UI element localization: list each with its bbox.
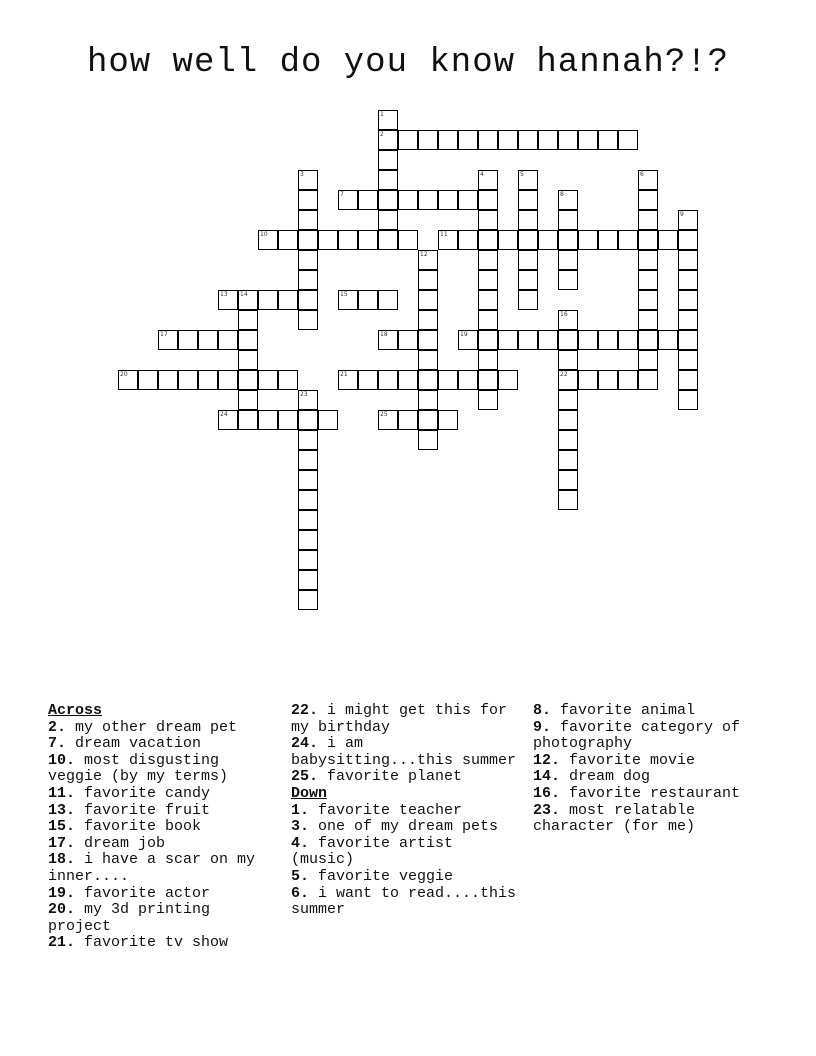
clue-column-2 (291, 703, 521, 919)
clue-number-label: 8. (533, 702, 552, 719)
clue-number-label: 6. (291, 884, 310, 902)
crossword-cell[interactable] (338, 190, 358, 210)
crossword-cell[interactable] (518, 190, 538, 210)
crossword-cell[interactable] (678, 390, 698, 410)
crossword-cell[interactable] (678, 330, 698, 350)
clue-number: 12 (420, 251, 428, 258)
crossword-cell[interactable] (438, 370, 458, 390)
clue-text: favorite candy (75, 784, 211, 802)
crossword-cell[interactable] (238, 370, 258, 390)
clue-number-label: 12. (533, 751, 561, 769)
crossword-cell[interactable] (558, 350, 578, 370)
clue-text: favorite teacher (309, 801, 463, 819)
clue-item (291, 886, 521, 919)
crossword-cell[interactable] (298, 230, 318, 250)
clue-text: favorite category of photography (533, 718, 741, 753)
crossword-cell[interactable] (478, 310, 498, 330)
clue-number: 5 (520, 171, 524, 178)
clue-item (48, 753, 278, 786)
clue-number: 14 (240, 291, 248, 298)
clue-number-label: 2. (48, 718, 67, 736)
clue-item (48, 736, 278, 753)
clue-text: favorite actor (75, 884, 211, 902)
crossword-cell[interactable] (378, 170, 398, 190)
crossword-cell[interactable] (458, 190, 478, 210)
crossword-cell[interactable] (418, 430, 438, 450)
crossword-cell[interactable] (638, 230, 658, 250)
clue-number: 7 (340, 191, 344, 198)
crossword-cell[interactable] (638, 350, 658, 370)
crossword-cell[interactable] (298, 250, 318, 270)
clue-item (48, 836, 278, 853)
clue-number: 22 (560, 371, 568, 378)
clue-number-label: 16. (533, 784, 561, 802)
crossword-cell[interactable] (238, 330, 258, 350)
crossword-cell[interactable] (298, 190, 318, 210)
crossword-cell[interactable] (558, 230, 578, 250)
clue-text: favorite fruit (75, 801, 211, 819)
crossword-cell[interactable] (218, 410, 238, 430)
clue-text: i want to read....this summer (291, 884, 517, 919)
clue-item (291, 803, 521, 820)
crossword-cell[interactable] (578, 230, 598, 250)
crossword-cell[interactable] (538, 130, 558, 150)
crossword-cell[interactable] (558, 490, 578, 510)
crossword-cell[interactable] (518, 210, 538, 230)
clue-number: 15 (340, 291, 348, 298)
crossword-cell[interactable] (418, 370, 438, 390)
crossword-cell[interactable] (558, 370, 578, 390)
crossword-cell[interactable] (438, 230, 458, 250)
crossword-cell[interactable] (298, 550, 318, 570)
crossword-cell[interactable] (558, 450, 578, 470)
crossword-cell[interactable] (198, 330, 218, 350)
crossword-cell[interactable] (678, 350, 698, 370)
crossword-cell[interactable] (458, 130, 478, 150)
down-heading: Down (291, 784, 328, 802)
crossword-cell[interactable] (378, 190, 398, 210)
crossword-cell[interactable] (638, 250, 658, 270)
crossword-cell[interactable] (338, 230, 358, 250)
clue-column-1 (48, 703, 278, 952)
clue-text: favorite movie (560, 751, 696, 769)
crossword-cell[interactable] (378, 230, 398, 250)
crossword-cell[interactable] (418, 250, 438, 270)
crossword-cell[interactable] (558, 390, 578, 410)
crossword-cell[interactable] (478, 270, 498, 290)
crossword-cell[interactable] (578, 370, 598, 390)
crossword-cell[interactable] (378, 110, 398, 130)
crossword-cell[interactable] (638, 310, 658, 330)
crossword-cell[interactable] (458, 330, 478, 350)
crossword-cell[interactable] (378, 150, 398, 170)
clue-number: 18 (380, 331, 388, 338)
crossword-cell[interactable] (678, 370, 698, 390)
clue-text: favorite artist (music) (291, 834, 454, 869)
crossword-cell[interactable] (378, 210, 398, 230)
crossword-cell[interactable] (558, 330, 578, 350)
clue-number-label: 18. (48, 851, 76, 869)
crossword-cell[interactable] (298, 510, 318, 530)
crossword-cell[interactable] (238, 290, 258, 310)
clue-number: 21 (340, 371, 348, 378)
crossword-cell[interactable] (618, 370, 638, 390)
clue-item (48, 819, 278, 836)
clue-text: dream dog (560, 768, 651, 786)
crossword-cell[interactable] (478, 350, 498, 370)
crossword-cell[interactable] (638, 290, 658, 310)
clue-text: my 3d printing project (48, 901, 211, 935)
clue-text: i have a scar on my inner.... (48, 851, 256, 885)
clue-number: 23 (300, 391, 308, 398)
clue-number: 8 (560, 191, 564, 198)
clue-number-label: 15. (48, 818, 76, 836)
clue-number-label: 14. (533, 768, 561, 786)
crossword-cell[interactable] (478, 170, 498, 190)
crossword-cell[interactable] (398, 230, 418, 250)
clue-number-label: 23. (533, 801, 561, 819)
crossword-cell[interactable] (298, 570, 318, 590)
crossword-cell[interactable] (398, 190, 418, 210)
crossword-cell[interactable] (298, 530, 318, 550)
crossword-cell[interactable] (258, 290, 278, 310)
clue-item (48, 786, 278, 803)
clue-text: dream vacation (66, 735, 202, 753)
clue-item (48, 852, 278, 885)
clue-number-label: 25. (291, 768, 319, 786)
clue-column-3 (533, 703, 763, 836)
crossword-cell[interactable] (158, 370, 178, 390)
clue-item (291, 769, 521, 786)
crossword-cell[interactable] (118, 370, 138, 390)
crossword-cell[interactable] (498, 330, 518, 350)
crossword-cell[interactable] (378, 290, 398, 310)
crossword-cell[interactable] (478, 370, 498, 390)
crossword-cell[interactable] (478, 130, 498, 150)
clue-number: 9 (680, 211, 684, 218)
crossword-cell[interactable] (478, 210, 498, 230)
crossword-cell[interactable] (398, 130, 418, 150)
clue-text: i am babysitting...this summer (291, 735, 517, 769)
crossword-cell[interactable] (618, 330, 638, 350)
crossword-cell[interactable] (638, 210, 658, 230)
crossword-cell[interactable] (378, 410, 398, 430)
crossword-cell[interactable] (298, 470, 318, 490)
crossword-cell[interactable] (178, 370, 198, 390)
crossword-cell[interactable] (438, 130, 458, 150)
clue-number: 11 (440, 231, 448, 238)
crossword-cell[interactable] (418, 410, 438, 430)
clue-text: favorite veggie (309, 867, 454, 885)
crossword-cell[interactable] (138, 370, 158, 390)
crossword-cell[interactable] (518, 270, 538, 290)
crossword-cell[interactable] (498, 130, 518, 150)
crossword-cell[interactable] (358, 290, 378, 310)
crossword-cell[interactable] (218, 370, 238, 390)
clue-text: favorite animal (551, 702, 696, 719)
crossword-cell[interactable] (478, 230, 498, 250)
crossword-cell[interactable] (318, 410, 338, 430)
crossword-cell[interactable] (578, 130, 598, 150)
crossword-cell[interactable] (678, 250, 698, 270)
clue-number-label: 9. (533, 718, 552, 736)
crossword-cell[interactable] (258, 410, 278, 430)
crossword-cell[interactable] (678, 230, 698, 250)
crossword-cell[interactable] (418, 130, 438, 150)
crossword-cell[interactable] (398, 410, 418, 430)
crossword-cell[interactable] (298, 390, 318, 410)
clue-text: favorite planet (318, 768, 463, 786)
clue-item (533, 803, 763, 836)
crossword-cell[interactable] (538, 230, 558, 250)
crossword-cell[interactable] (458, 370, 478, 390)
crossword-cell[interactable] (418, 190, 438, 210)
clue-number-label: 21. (48, 934, 76, 952)
clue-item (533, 786, 763, 803)
clue-item (48, 902, 278, 935)
clue-number: 20 (120, 371, 128, 378)
crossword-cell[interactable] (678, 310, 698, 330)
crossword-cell[interactable] (258, 370, 278, 390)
clue-number-label: 20. (48, 901, 76, 919)
page-title: how well do you know hannah?!? (86, 44, 730, 82)
clue-number-label: 5. (291, 867, 310, 885)
clue-item (48, 803, 278, 820)
clue-number-label: 1. (291, 801, 310, 819)
crossword-cell[interactable] (618, 130, 638, 150)
crossword-cell[interactable] (298, 270, 318, 290)
crossword-cell[interactable] (178, 330, 198, 350)
clue-number-label: 22. (291, 702, 319, 719)
clue-item (291, 736, 521, 769)
crossword-cell[interactable] (218, 290, 238, 310)
clue-item (291, 703, 521, 736)
clue-number: 4 (480, 171, 484, 178)
crossword-cell[interactable] (298, 310, 318, 330)
crossword-cell[interactable] (418, 310, 438, 330)
crossword-cell[interactable] (278, 230, 298, 250)
crossword-cell[interactable] (298, 590, 318, 610)
clue-number-label: 11. (48, 784, 76, 802)
crossword-cell[interactable] (618, 230, 638, 250)
clue-number: 2 (380, 131, 384, 138)
crossword-cell[interactable] (378, 130, 398, 150)
clue-text: one of my dream pets (309, 818, 499, 836)
clue-number-label: 24. (291, 735, 319, 753)
clue-number: 10 (260, 231, 268, 238)
crossword-cell[interactable] (558, 250, 578, 270)
crossword-cell[interactable] (438, 190, 458, 210)
crossword-cell[interactable] (638, 170, 658, 190)
clue-number-label: 7. (48, 735, 67, 753)
clue-number-label: 3. (291, 818, 310, 836)
clue-item (533, 753, 763, 770)
clue-number: 16 (560, 311, 568, 318)
crossword-cell[interactable] (658, 230, 678, 250)
crossword-cell[interactable] (578, 330, 598, 350)
clue-number: 19 (460, 331, 468, 338)
across-heading: Across (48, 702, 103, 719)
crossword-cell[interactable] (558, 310, 578, 330)
crossword-cell[interactable] (498, 370, 518, 390)
clue-text: favorite restaurant (560, 784, 741, 802)
crossword-cell[interactable] (598, 130, 618, 150)
clue-number-label: 10. (48, 751, 76, 769)
crossword-cell[interactable] (258, 230, 278, 250)
crossword-cell[interactable] (678, 210, 698, 230)
clue-text: i might get this for my birthday (291, 702, 508, 736)
crossword-cell[interactable] (518, 170, 538, 190)
crossword-cell[interactable] (558, 270, 578, 290)
crossword-cell[interactable] (518, 130, 538, 150)
crossword-cell[interactable] (158, 330, 178, 350)
clue-item (48, 886, 278, 903)
clue-item (291, 869, 521, 886)
crossword-cell[interactable] (198, 370, 218, 390)
clue-text: most relatable character (for me) (533, 801, 696, 836)
crossword-cell[interactable] (358, 190, 378, 210)
crossword-cell[interactable] (518, 330, 538, 350)
crossword-cell[interactable] (558, 130, 578, 150)
crossword-cell[interactable] (418, 270, 438, 290)
crossword-cell[interactable] (358, 370, 378, 390)
crossword-cell[interactable] (298, 170, 318, 190)
crossword-cell[interactable] (558, 470, 578, 490)
crossword-cell[interactable] (558, 190, 578, 210)
crossword-cell[interactable] (378, 370, 398, 390)
crossword-cell[interactable] (438, 410, 458, 430)
crossword-cell[interactable] (418, 330, 438, 350)
crossword-cell[interactable] (558, 410, 578, 430)
crossword-cell[interactable] (558, 430, 578, 450)
crossword-cell[interactable] (418, 290, 438, 310)
crossword-cell[interactable] (398, 370, 418, 390)
crossword-cell[interactable] (558, 210, 578, 230)
crossword-cell[interactable] (678, 290, 698, 310)
clue-number-label: 13. (48, 801, 76, 819)
crossword-cell[interactable] (318, 230, 338, 250)
clue-number: 13 (220, 291, 228, 298)
crossword-cell[interactable] (298, 490, 318, 510)
crossword-cell[interactable] (298, 410, 318, 430)
crossword-cell[interactable] (278, 290, 298, 310)
clue-number: 6 (640, 171, 644, 178)
crossword-cell[interactable] (658, 330, 678, 350)
crossword-cell[interactable] (478, 250, 498, 270)
clue-number-label: 17. (48, 834, 76, 852)
clue-number: 24 (220, 411, 228, 418)
clue-text: favorite book (75, 818, 202, 836)
clue-item (48, 720, 278, 737)
crossword-cell[interactable] (478, 190, 498, 210)
crossword-cell[interactable] (298, 450, 318, 470)
crossword-cell[interactable] (278, 410, 298, 430)
clue-text: favorite tv show (75, 934, 229, 952)
crossword-cell[interactable] (538, 330, 558, 350)
crossword-cell[interactable] (638, 190, 658, 210)
crossword-cell[interactable] (518, 230, 538, 250)
crossword-cell[interactable] (418, 350, 438, 370)
clue-number: 17 (160, 331, 168, 338)
clue-number: 3 (300, 171, 304, 178)
crossword-cell[interactable] (478, 390, 498, 410)
crossword-cell[interactable] (458, 230, 478, 250)
crossword-cell[interactable] (298, 210, 318, 230)
crossword-cell[interactable] (338, 290, 358, 310)
clue-item (533, 720, 763, 753)
clue-text: dream job (75, 834, 166, 852)
clue-text: most disgusting veggie (by my terms) (48, 751, 229, 786)
clue-number-label: 4. (291, 834, 310, 852)
clue-item (48, 935, 278, 952)
crossword-cell[interactable] (498, 230, 518, 250)
clue-item (291, 819, 521, 836)
crossword-cell[interactable] (398, 330, 418, 350)
crossword-cell[interactable] (218, 330, 238, 350)
crossword-cell[interactable] (298, 430, 318, 450)
crossword-cell[interactable] (598, 370, 618, 390)
crossword-cell[interactable] (638, 330, 658, 350)
clue-number: 25 (380, 411, 388, 418)
crossword-cell[interactable] (338, 370, 358, 390)
clue-item (533, 769, 763, 786)
crossword-cell[interactable] (518, 290, 538, 310)
clue-text: my other dream pet (66, 718, 238, 736)
clue-item (533, 703, 763, 720)
crossword-cell[interactable] (238, 310, 258, 330)
crossword-cell[interactable] (598, 330, 618, 350)
crossword-cell[interactable] (378, 330, 398, 350)
crossword-cell[interactable] (598, 230, 618, 250)
crossword-cell[interactable] (478, 330, 498, 350)
crossword-cell[interactable] (278, 370, 298, 390)
clue-number: 1 (380, 111, 384, 118)
crossword-cell[interactable] (638, 270, 658, 290)
crossword-cell[interactable] (238, 410, 258, 430)
crossword-cell[interactable] (678, 270, 698, 290)
crossword-cell[interactable] (518, 250, 538, 270)
crossword-cell[interactable] (358, 230, 378, 250)
crossword-cell[interactable] (238, 390, 258, 410)
crossword-cell[interactable] (638, 370, 658, 390)
crossword-cell[interactable] (298, 290, 318, 310)
crossword-cell[interactable] (238, 350, 258, 370)
clue-number-label: 19. (48, 884, 76, 902)
crossword-cell[interactable] (418, 390, 438, 410)
crossword-cell[interactable] (478, 290, 498, 310)
clue-item (291, 836, 521, 869)
